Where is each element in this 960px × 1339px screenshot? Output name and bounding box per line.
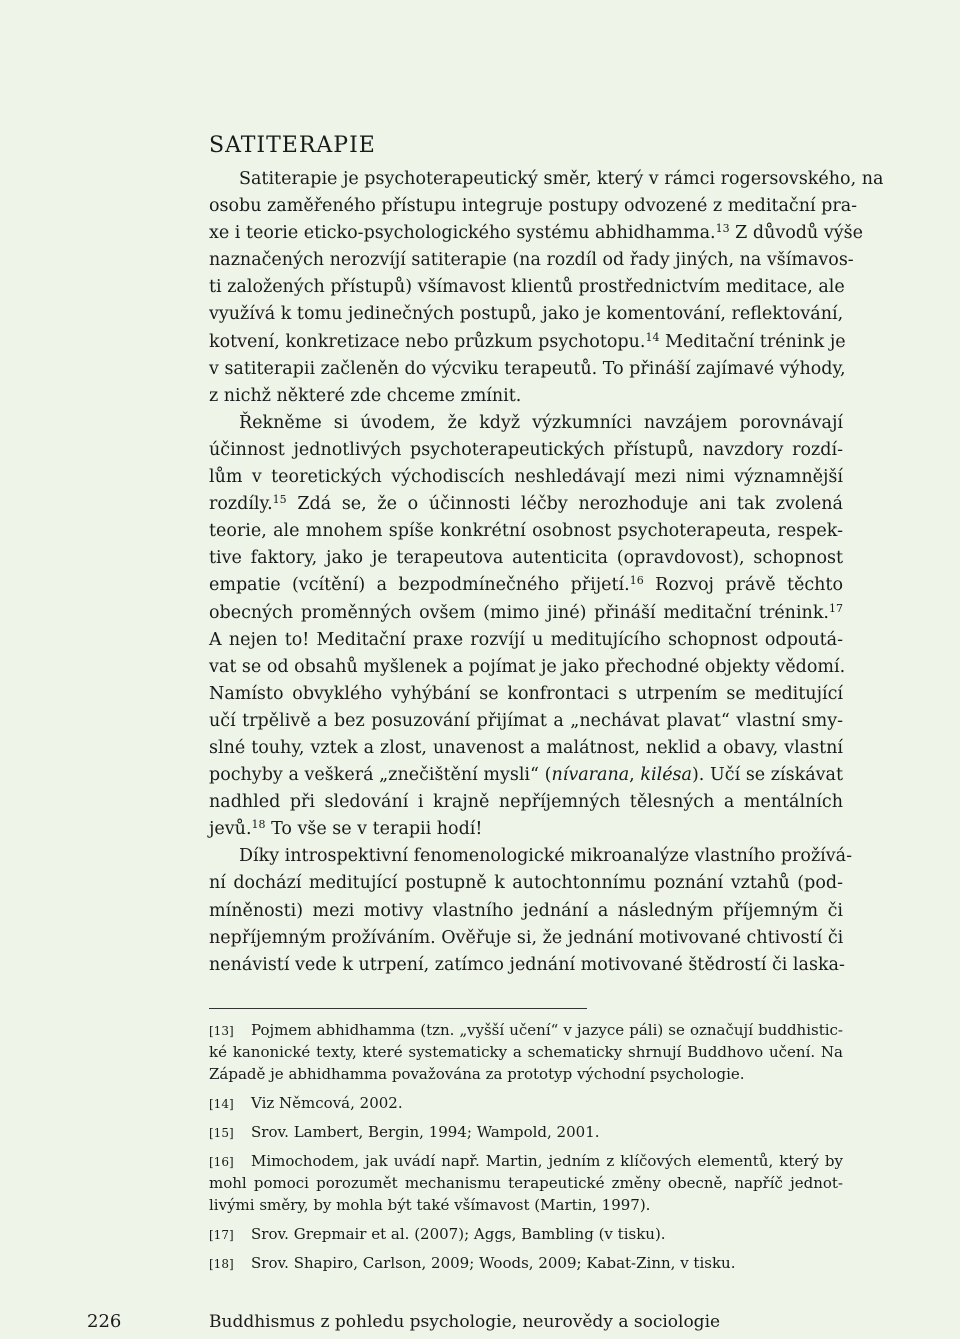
footnote-ref[interactable]: 14 — [645, 330, 660, 344]
body-line-text: v satiterapii začleněn do výcviku terapeutů. To přináší zajímavé výhody, — [209, 358, 846, 379]
body-line-text: slné touhy, vztek a zlost, unavenost a malátnost, neklid a obavy, vlastní — [209, 737, 843, 758]
body-line-text: míněnosti) mezi motivy vlastního jednání a následným příjemným či — [209, 900, 843, 921]
footnote-line — [209, 1252, 843, 1274]
body-line — [209, 356, 846, 383]
body-line-text-cont: Z důvodů výše — [729, 223, 863, 244]
body-line — [209, 410, 843, 437]
footnote-ref[interactable]: 16 — [629, 574, 644, 588]
body-line-text: empatie (vcítění) a bezpodmínečného přijetí. — [209, 575, 630, 596]
section-heading: SATITERAPIE — [209, 133, 376, 158]
body-line-text: z nichž některé zde chceme zmínit. — [209, 385, 522, 406]
body-line — [209, 789, 843, 816]
body-line — [209, 329, 846, 356]
footnote-number: [14] — [209, 1097, 234, 1111]
body-line — [209, 545, 843, 572]
body-line-text: xe i teorie eticko-psychologického systému abhidhamma. — [209, 223, 716, 244]
running-footer-title: Buddhismus z pohledu psychologie, neurovědy a sociologie — [209, 1312, 721, 1332]
footnote-line — [209, 1150, 843, 1172]
body-line-text: využívá k tomu jedinečných postupů, jako je komentování, reflektování, — [209, 304, 844, 325]
footnote — [209, 1019, 843, 1085]
footnote-text: Pojmem abhidhamma (tzn. „vyšší učení“ v jazyce páli) se označují buddhistic- — [251, 1021, 843, 1039]
body-line — [209, 274, 843, 301]
footnote-text: Srov. Lambert, Bergin, 1994; Wampold, 2001. — [251, 1123, 600, 1141]
body-line-text: vat se od obsahů myšlenek a pojímat je jako přechodné objekty vědomí. — [209, 656, 846, 677]
body-line-text: učí trpělivě a bez posuzování přijímat a „nechávat plavat“ vlastní smy- — [209, 710, 843, 731]
body-line-text: kotvení, konkretizace nebo průzkum psychotopu. — [209, 331, 646, 352]
body-line — [209, 193, 858, 220]
body-line-text-cont: To vše se v terapii hodí! — [265, 819, 483, 840]
footnote-number: [17] — [209, 1228, 234, 1242]
footnote-number: [16] — [209, 1155, 234, 1169]
footnote — [209, 1252, 843, 1274]
body-text — [209, 166, 884, 979]
body-line — [209, 383, 843, 410]
page-number: 226 — [87, 1311, 122, 1332]
footnote-line — [209, 1063, 843, 1085]
footnote-number: [13] — [209, 1024, 234, 1038]
body-line-text: teorie, ale mnohem spíše konkrétní osobnost psychoterapeuta, respek- — [209, 521, 843, 542]
body-line — [209, 464, 843, 491]
body-line — [209, 437, 843, 464]
body-line — [209, 627, 843, 654]
body-line — [209, 518, 843, 545]
footnote-text: Západě je abhidhamma považována za prototyp východní psychologie. — [209, 1065, 745, 1083]
body-line — [209, 681, 843, 708]
footnote-text: Srov. Grepmair et al. (2007); Aggs, Bambling (v tisku). — [251, 1225, 666, 1243]
footnote-ref[interactable]: 13 — [715, 222, 730, 236]
body-line — [209, 654, 846, 681]
footnote-text: livými směry, by mohla být také všímavost (Martin, 1997). — [209, 1196, 651, 1214]
footnote-line — [209, 1041, 843, 1063]
body-line-text: A nejen to! Meditační praxe rozvíjí u meditujícího schopnost odpoutá- — [209, 629, 843, 650]
body-line — [209, 708, 843, 735]
footnote-text: ké kanonické texty, které systematicky a schematicky shrnují Buddhovo učení. Na — [209, 1043, 843, 1061]
footnote-line — [209, 1223, 843, 1245]
body-line-text: Díky introspektivní fenomenologické mikroanalýze vlastního prožívá- — [239, 846, 853, 867]
body-line — [209, 898, 843, 925]
body-line-text: naznačených nerozvíjí satiterapie (na rozdíl od řady jiných, na všímavos- — [209, 250, 854, 271]
footnotes — [209, 1019, 843, 1281]
footnote — [209, 1121, 843, 1143]
body-line — [209, 735, 843, 762]
body-line — [209, 952, 843, 979]
footnote-ref[interactable]: 15 — [272, 493, 287, 507]
body-line-text: nadhled při sledování i krajně nepříjemných tělesných a mentálních — [209, 792, 843, 813]
footnote-ref[interactable]: 17 — [829, 601, 843, 615]
body-line-text: nepříjemným prožíváním. Ověřuje si, že jednání motivované chtivostí či — [209, 927, 844, 948]
footnote — [209, 1150, 843, 1216]
body-line-text-cont: Meditační trénink je — [659, 331, 846, 352]
footnote-line — [209, 1092, 843, 1114]
body-line-text-cont: Zdá se, že o účinnosti léčby nerozhoduje ani tak zvolená — [286, 494, 843, 515]
footnote-number: [18] — [209, 1257, 234, 1271]
body-line-text: ti založených přístupů) všímavost klientů prostřednictvím meditace, ale — [209, 277, 845, 298]
body-line-text: Řekněme si úvodem, že když výzkumníci navzájem porovnávají — [239, 412, 843, 433]
body-line-text: rozdíly. — [209, 494, 273, 515]
body-line — [209, 572, 843, 599]
body-line — [209, 762, 843, 789]
body-line — [209, 301, 843, 328]
footnote-text: Mimochodem, jak uvádí např. Martin, jedním z klíčových elementů, který by — [251, 1152, 843, 1170]
body-line-text: nenávistí vede k utrpení, zatímco jednání motivované štědrostí či laska- — [209, 954, 845, 975]
body-line-text: pochyby a veškerá „znečištění mysli“ (nívarana, kilésa). Učí se získávat — [209, 765, 843, 786]
footnote-ref[interactable]: 18 — [251, 818, 266, 832]
body-line-text: lům v teoretických východiscích neshledávají mezi nimi významnější — [209, 467, 843, 488]
pali-term: kilésa — [640, 765, 692, 786]
body-line — [209, 491, 843, 518]
footnote-line — [209, 1194, 843, 1216]
pali-term: nívarana — [551, 765, 630, 786]
body-line-text: Namísto obvyklého vyhýbání se konfrontaci s utrpením se meditující — [209, 683, 843, 704]
body-line — [209, 816, 843, 843]
body-line-text-cont: Rozvoj právě těchto — [643, 575, 843, 596]
footnote-line — [209, 1172, 843, 1194]
footnote — [209, 1092, 843, 1114]
body-line — [209, 600, 843, 627]
footnote-text: Srov. Shapiro, Carlson, 2009; Woods, 2009; Kabat-Zinn, v tisku. — [251, 1254, 736, 1272]
body-line-text: obecných proměnných ovšem (mimo jiné) přináší meditační trénink. — [209, 602, 829, 623]
body-line-text: osobu zaměřeného přístupu integruje postupy odvozené z meditační pra- — [209, 196, 858, 217]
footnote-text: Viz Němcová, 2002. — [251, 1094, 403, 1112]
body-line-text: tive faktory, jako je terapeutova autenticita (opravdovost), schopnost — [209, 548, 843, 569]
body-line — [209, 925, 843, 952]
footnote-number: [15] — [209, 1126, 234, 1140]
body-line-text: účinnost jednotlivých psychoterapeutických přístupů, navzdory rozdí- — [209, 439, 843, 460]
footnote-divider — [209, 1008, 587, 1009]
body-line — [209, 843, 853, 870]
body-line — [209, 247, 854, 274]
body-line — [209, 220, 863, 247]
body-line-text: Satiterapie je psychoterapeutický směr, který v rámci rogersovského, na — [239, 169, 884, 189]
footnote-line — [209, 1121, 843, 1143]
footnote — [209, 1223, 843, 1245]
body-line — [209, 870, 843, 897]
body-line — [209, 166, 884, 193]
footnote-line — [209, 1019, 843, 1041]
body-line-text: ní dochází meditující postupně k autochtonnímu poznání vztahů (pod- — [209, 873, 843, 894]
footnote-text: mohl pomoci porozumět mechanismu terapeutické změny obecně, napříč jednot- — [209, 1174, 843, 1192]
body-line-text: jevů. — [209, 819, 252, 840]
